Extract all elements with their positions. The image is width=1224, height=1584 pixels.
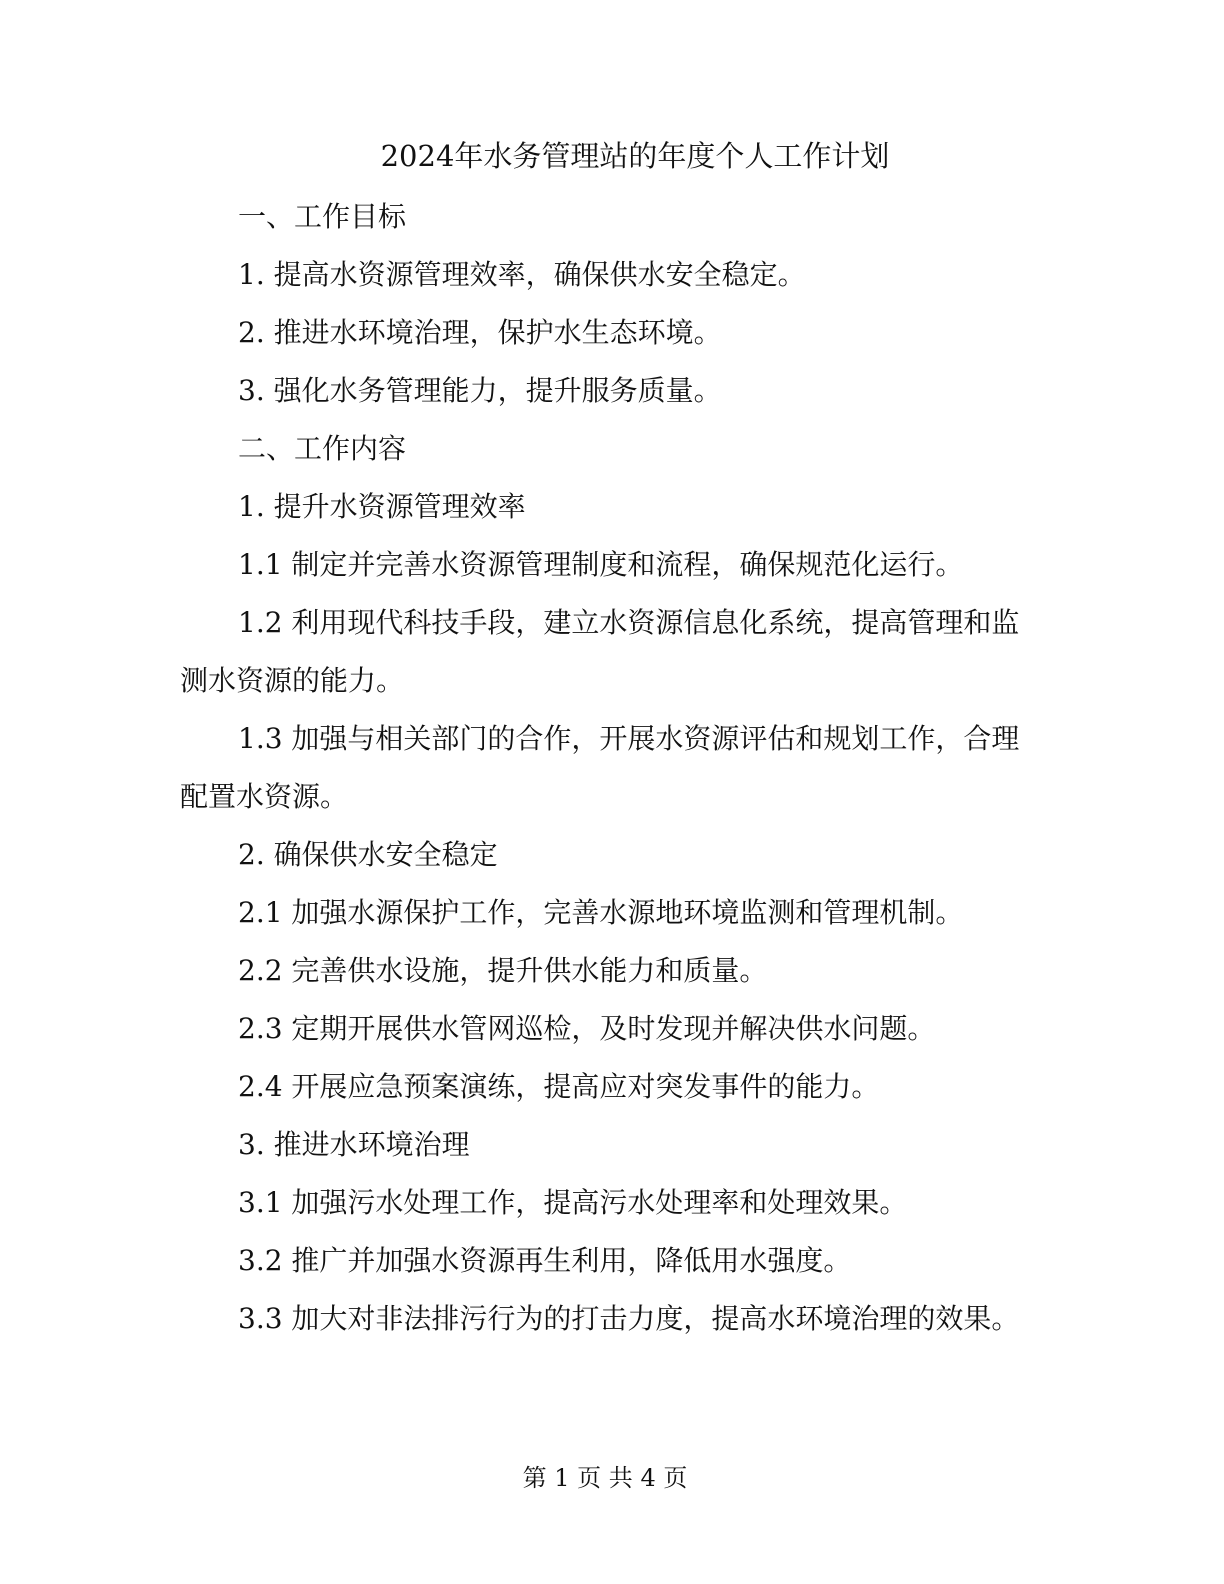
content-item-3-3: 3.3 加大对非法排污行为的打击力度，提高水环境治理的效果。 bbox=[238, 1302, 1020, 1335]
document-body bbox=[180, 188, 1020, 1348]
content-item-1-1: 1.1 制定并完善水资源管理制度和流程，确保规范化运行。 bbox=[238, 548, 964, 581]
content-item-1-3: 1.3 加强与相关部门的合作，开展水资源评估和规划工作，合理配置水资源。 bbox=[180, 722, 1020, 813]
content-item-3-2: 3.2 推广并加强水资源再生利用，降低用水强度。 bbox=[238, 1244, 852, 1277]
goal-item-3: 3. 强化水务管理能力，提升服务质量。 bbox=[238, 374, 722, 407]
content-item-3-1: 3.1 加强污水处理工作，提高污水处理率和处理效果。 bbox=[238, 1186, 908, 1219]
content-item-2-2: 2.2 完善供水设施，提升供水能力和质量。 bbox=[238, 954, 768, 987]
content-item-1-2: 1.2 利用现代科技手段，建立水资源信息化系统，提高管理和监测水资源的能力。 bbox=[180, 606, 1020, 697]
content-heading-1: 1. 提升水资源管理效率 bbox=[238, 490, 526, 523]
section-heading-content: 二、工作内容 bbox=[238, 432, 407, 465]
content-heading-3: 3. 推进水环境治理 bbox=[238, 1128, 470, 1161]
content-item-2-1: 2.1 加强水源保护工作，完善水源地环境监测和管理机制。 bbox=[238, 896, 964, 929]
content-item-2-4: 2.4 开展应急预案演练，提高应对突发事件的能力。 bbox=[238, 1070, 880, 1103]
goal-item-1: 1. 提高水资源管理效率，确保供水安全稳定。 bbox=[238, 258, 806, 291]
page-title: 2024年水务管理站的年度个人工作计划 bbox=[380, 139, 890, 173]
section-heading-goals: 一、工作目标 bbox=[238, 200, 407, 233]
content-item-2-3: 2.3 定期开展供水管网巡检，及时发现并解决供水问题。 bbox=[238, 1012, 936, 1045]
content-heading-2: 2. 确保供水安全稳定 bbox=[238, 838, 498, 871]
goal-item-2: 2. 推进水环境治理，保护水生态环境。 bbox=[238, 316, 722, 349]
page-number-footer: 第 1 页 共 4 页 bbox=[522, 1464, 688, 1492]
